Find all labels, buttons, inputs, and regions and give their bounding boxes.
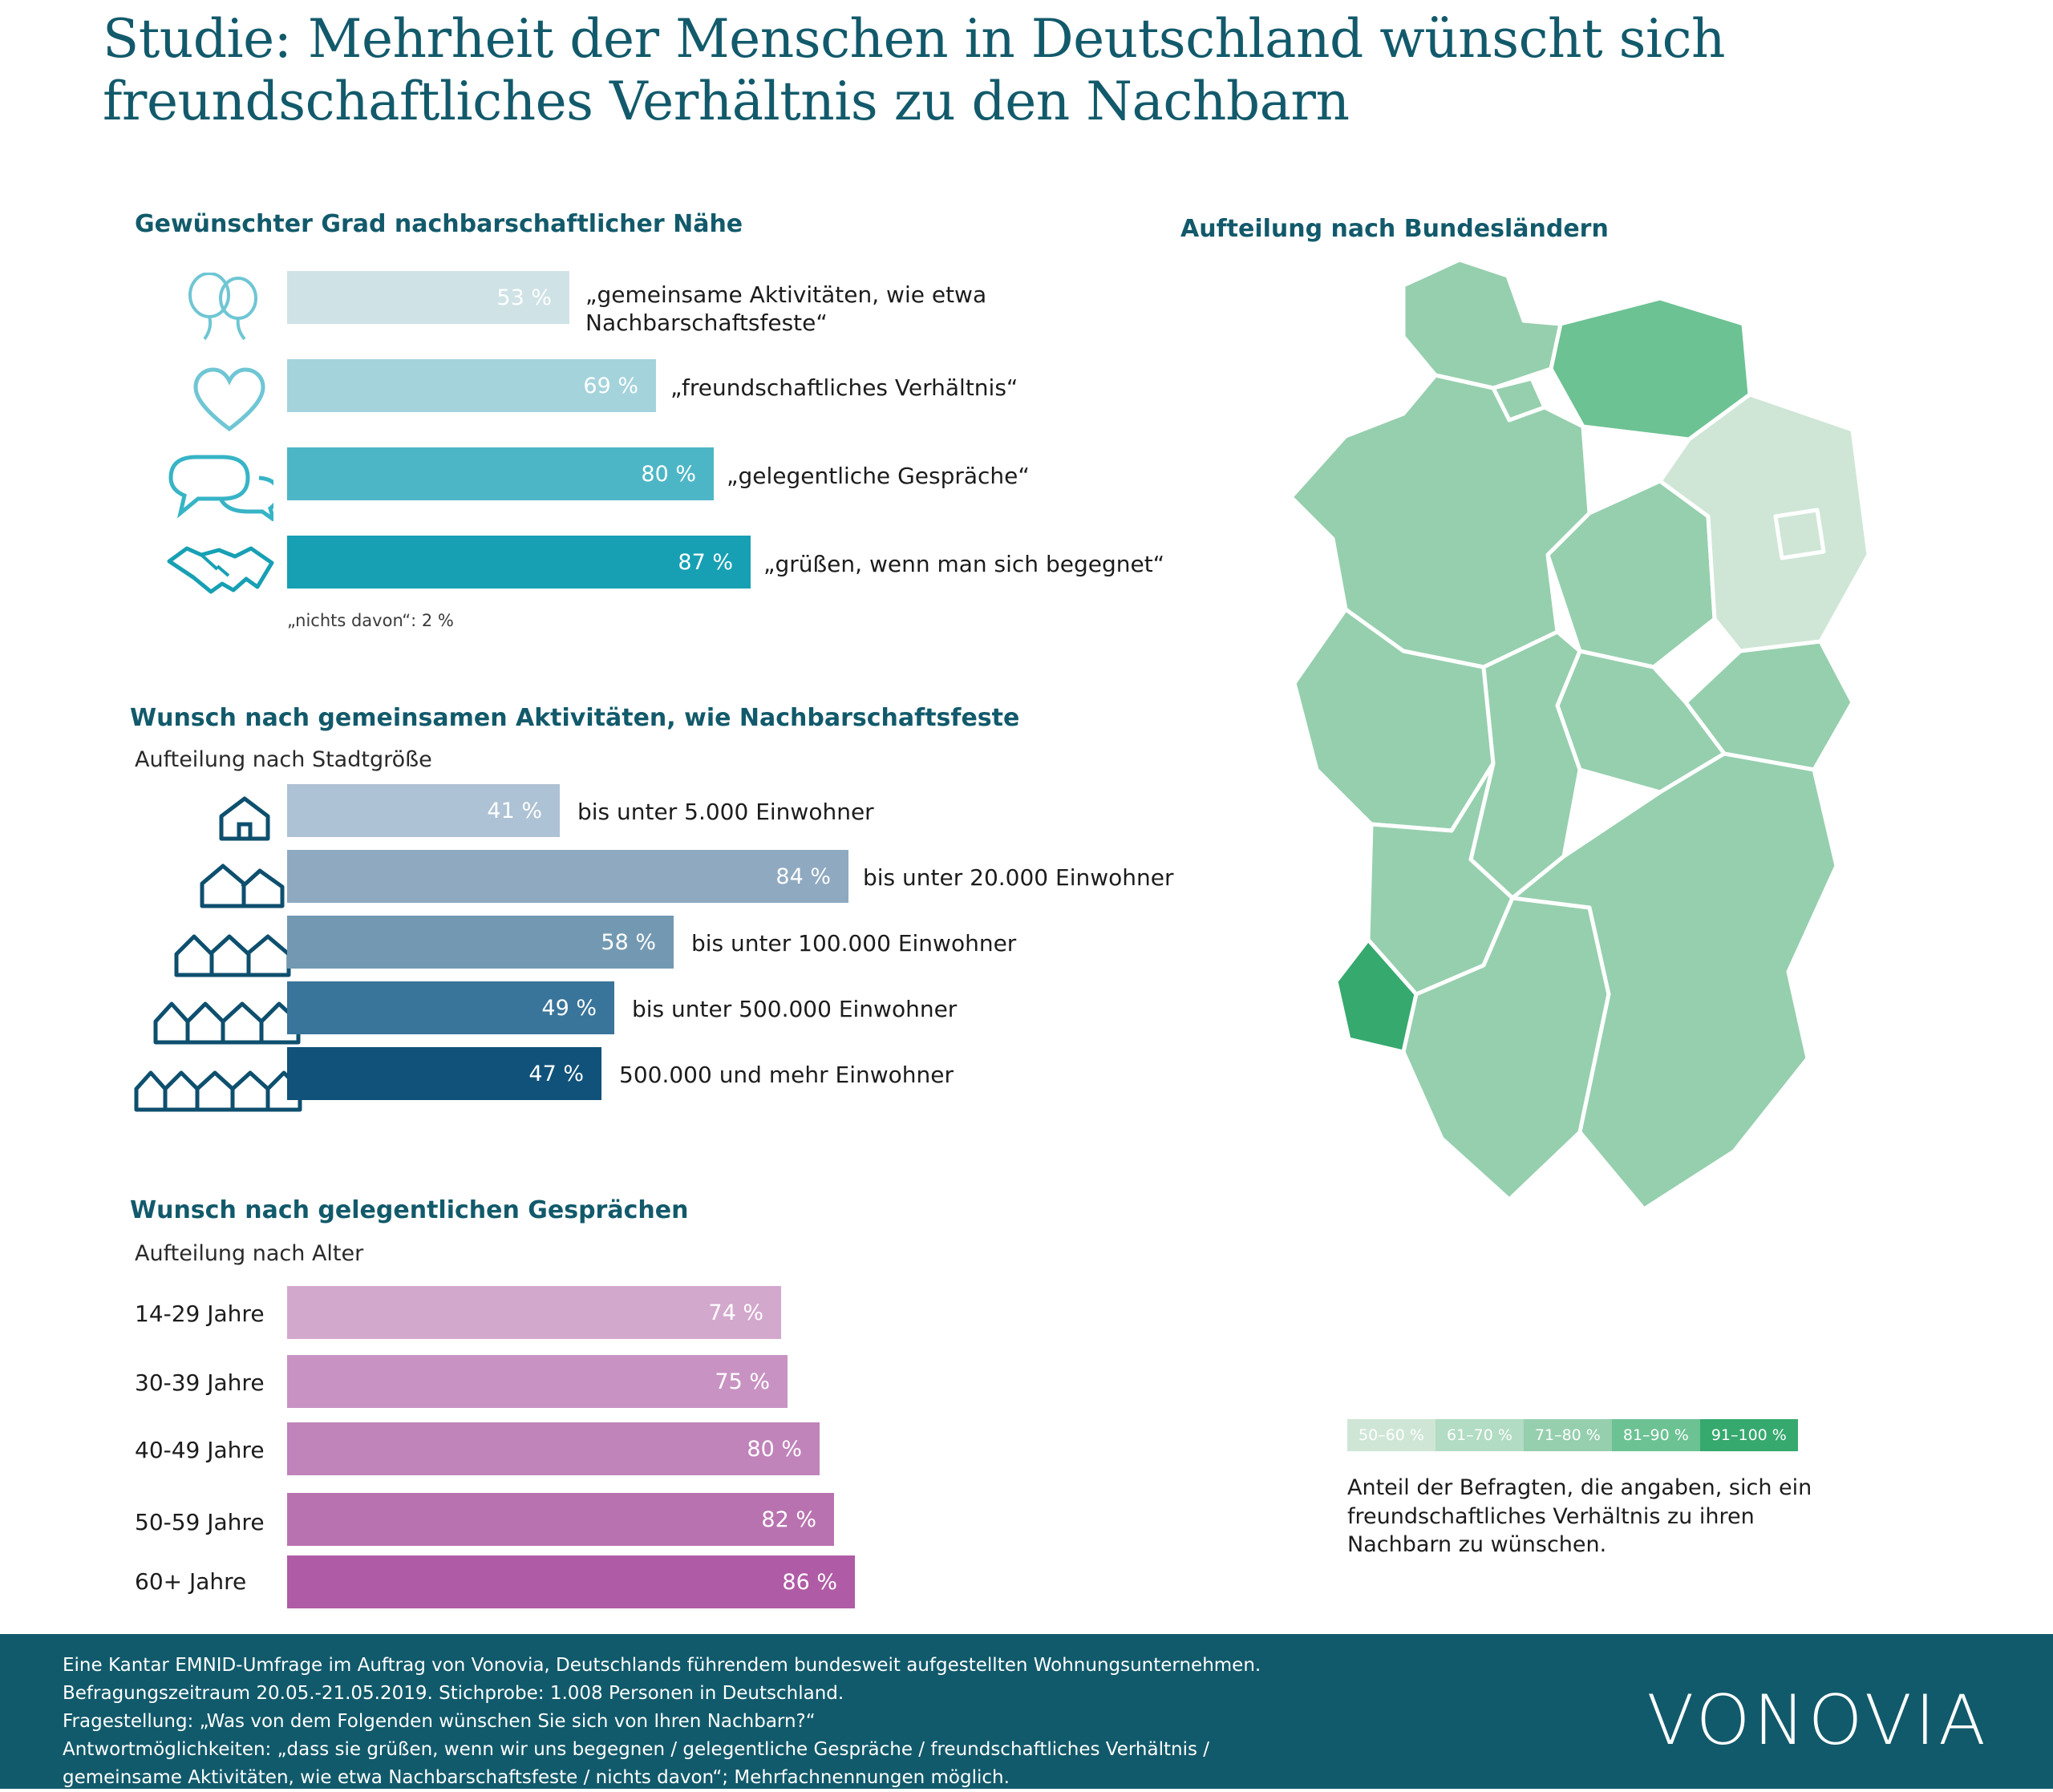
bar-label: „gemeinsame Aktivitäten, wie etwa Nachbarschaftsfeste“ bbox=[585, 281, 987, 336]
footer-line: Befragungszeitraum 20.05.-21.05.2019. Stichprobe: 1.008 Personen in Deutschland. bbox=[63, 1682, 844, 1704]
bar-value: 58 % bbox=[601, 929, 656, 955]
footer-bar bbox=[0, 1634, 2053, 1789]
footer-line: Fragestellung: „Was von dem Folgenden wünschen Sie sich von Ihren Nachbarn?“ bbox=[63, 1710, 816, 1732]
bar-row bbox=[287, 981, 614, 1034]
page-title: Studie: Mehrheit der Menschen in Deutschland wünscht sich freundschaftliches Verhältnis zu den Nachbarn bbox=[103, 8, 1726, 132]
bar-label: bis unter 100.000 Einwohner bbox=[691, 930, 1017, 957]
balloons-icon bbox=[180, 273, 269, 344]
house-3-icon bbox=[173, 928, 294, 983]
age-label: 50-59 Jahre bbox=[135, 1509, 265, 1535]
bar-row bbox=[287, 1047, 601, 1100]
bar-row bbox=[287, 1555, 855, 1608]
bar-label: „gelegentliche Gespräche“ bbox=[727, 463, 1030, 489]
bar-value: 49 % bbox=[541, 995, 597, 1021]
bar-value: 47 % bbox=[528, 1061, 584, 1086]
bar-row bbox=[287, 916, 674, 969]
heart-icon bbox=[191, 365, 268, 439]
footer-line: Antwortmöglichkeiten: „dass sie grüßen, wenn wir uns begegnen / gelegentliche Gespräche / freundschaftliches Verhältnis / bbox=[63, 1738, 1210, 1760]
map-legend bbox=[1347, 1419, 1798, 1451]
bar-value: 69 % bbox=[583, 373, 638, 398]
bar-row bbox=[287, 1493, 834, 1546]
section-3-heading: Wunsch nach gelegentlichen Gesprächen bbox=[130, 1196, 689, 1224]
bar-row bbox=[287, 850, 848, 903]
house-5-icon bbox=[133, 1063, 303, 1118]
legend-bin: 81–90 % bbox=[1612, 1419, 1700, 1451]
bar-row bbox=[287, 447, 714, 500]
map-heading: Aufteilung nach Bundesländern bbox=[1180, 215, 1609, 243]
legend-bin: 61–70 % bbox=[1435, 1419, 1524, 1451]
bar-label: „grüßen, wenn man sich begegnet“ bbox=[763, 551, 1165, 577]
bar-label: bis unter 500.000 Einwohner bbox=[632, 996, 958, 1022]
age-label: 30-39 Jahre bbox=[135, 1369, 265, 1396]
age-label: 40-49 Jahre bbox=[135, 1437, 265, 1463]
bar-value: 80 % bbox=[747, 1436, 802, 1462]
bar-value: 82 % bbox=[761, 1507, 816, 1532]
vonovia-logo: VONOVIA bbox=[1646, 1681, 1989, 1761]
bar-label: bis unter 5.000 Einwohner bbox=[577, 799, 874, 825]
bar-value: 84 % bbox=[775, 864, 831, 889]
bar-row bbox=[287, 784, 560, 837]
bar-value: 86 % bbox=[782, 1569, 837, 1595]
bar-label: bis unter 20.000 Einwohner bbox=[863, 864, 1174, 891]
bar-value: 41 % bbox=[487, 798, 542, 823]
bar-label: „freundschaftliches Verhältnis“ bbox=[670, 374, 1018, 401]
section-1-heading: Gewünschter Grad nachbarschaftlicher Nähe bbox=[135, 210, 743, 238]
house-1-icon bbox=[217, 794, 273, 847]
region-schleswig-holstein bbox=[1403, 260, 1561, 388]
section-2-subheading: Aufteilung nach Stadtgröße bbox=[135, 747, 432, 772]
footer-line: gemeinsame Aktivitäten, wie etwa Nachbarschaftsfeste / nichts davon“; Mehrfachnennungen möglich. bbox=[63, 1766, 1010, 1788]
bar-value: 80 % bbox=[641, 461, 696, 487]
bar-value: 87 % bbox=[678, 549, 733, 575]
section-3-subheading: Aufteilung nach Alter bbox=[135, 1241, 364, 1266]
bar-row bbox=[287, 536, 751, 589]
germany-choropleth-map bbox=[1179, 241, 1981, 1427]
bar-label: 500.000 und mehr Einwohner bbox=[619, 1062, 954, 1088]
legend-bin: 91–100 % bbox=[1700, 1419, 1798, 1451]
bar-row bbox=[287, 1422, 820, 1475]
bar-row bbox=[287, 1355, 788, 1408]
age-label: 60+ Jahre bbox=[135, 1568, 247, 1595]
house-4-icon bbox=[152, 996, 302, 1050]
bar-row bbox=[287, 271, 569, 324]
legend-bin: 71–80 % bbox=[1524, 1419, 1612, 1451]
bar-value: 75 % bbox=[715, 1369, 770, 1394]
map-caption: Anteil der Befragten, die angaben, sich ein freundschaftliches Verhältnis zu ihren Nachbarn zu wünschen. bbox=[1347, 1475, 1812, 1558]
speech-bubbles-icon bbox=[164, 447, 273, 524]
legend-bin: 50–60 % bbox=[1347, 1419, 1435, 1451]
bar-value: 74 % bbox=[708, 1300, 763, 1325]
footer-text bbox=[63, 1652, 1426, 1792]
footer-line: Eine Kantar EMNID-Umfrage im Auftrag von Vonovia, Deutschlands führendem bundesweit aufgestellten Wohnungsunternehmen. bbox=[63, 1655, 1261, 1676]
bar-row bbox=[287, 359, 656, 412]
section-2-heading: Wunsch nach gemeinsamen Aktivitäten, wie Nachbarschaftsfeste bbox=[130, 704, 1020, 732]
section-1-footnote: „nichts davon“: 2 % bbox=[287, 611, 454, 630]
handshake-icon bbox=[164, 529, 277, 603]
house-2-icon bbox=[199, 860, 287, 914]
bar-row bbox=[287, 1286, 781, 1339]
age-label: 14-29 Jahre bbox=[135, 1301, 265, 1327]
region-berlin bbox=[1776, 510, 1824, 558]
bar-value: 53 % bbox=[496, 285, 552, 310]
